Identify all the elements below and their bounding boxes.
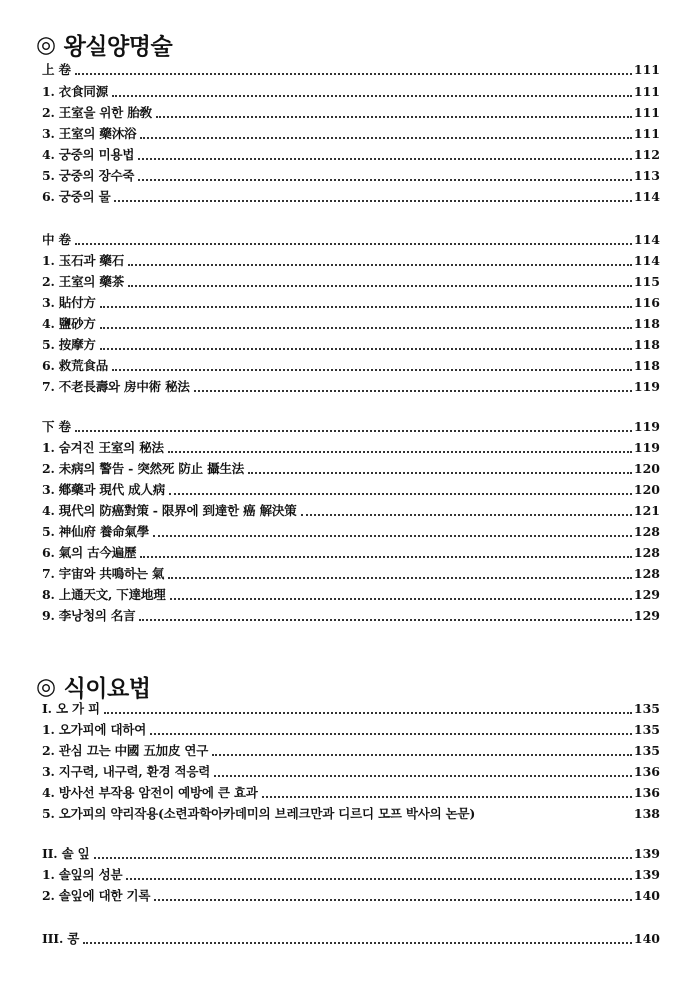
entry-title: 8. 上通天文, 下達地理 — [42, 587, 166, 602]
toc-entry[interactable] — [42, 143, 660, 163]
entry-page: 139 — [633, 846, 660, 861]
entry-page: 128 — [633, 566, 660, 581]
entry-title: 1. 오가피에 대하여 — [42, 722, 147, 737]
toc-entry[interactable] — [42, 375, 660, 395]
entry-title: II. 솔 잎 — [42, 846, 90, 861]
toc-entry[interactable] — [42, 562, 660, 582]
dot-leader — [112, 95, 632, 97]
dot-leader — [75, 243, 632, 245]
dot-leader — [214, 775, 632, 777]
entry-title: 3. 王室의 藥沐浴 — [42, 126, 137, 141]
entry-page: 120 — [633, 482, 660, 497]
toc-entry[interactable] — [42, 842, 660, 862]
dot-leader — [100, 306, 632, 308]
dot-leader — [170, 598, 632, 600]
toc-entry[interactable] — [42, 101, 660, 121]
entry-page: 135 — [633, 743, 660, 758]
entry-title: 下 卷 — [42, 419, 71, 434]
entry-title: 1. 숨겨진 王室의 秘法 — [42, 440, 164, 455]
dot-leader — [139, 619, 631, 621]
toc-entry[interactable] — [42, 291, 660, 311]
entry-page: 114 — [633, 253, 660, 268]
toc-entry[interactable] — [42, 478, 660, 498]
entry-page: 111 — [633, 84, 660, 99]
toc-entry[interactable] — [42, 604, 660, 624]
entry-page: 136 — [633, 785, 660, 800]
entry-title: 6. 氣의 古今遍歷 — [42, 545, 137, 560]
entry-page: 118 — [633, 358, 660, 373]
entry-page: 114 — [633, 189, 660, 204]
entry-title: 6. 궁중의 물 — [42, 189, 111, 204]
double-circle-icon: ◎ — [36, 31, 56, 58]
toc-entry[interactable] — [42, 80, 660, 100]
entry-title: 5. 神仙府 養命氣學 — [42, 524, 150, 539]
entry-title: 5. 按摩方 — [42, 337, 96, 352]
entry-page: 129 — [633, 608, 660, 623]
entry-page: 138 — [633, 806, 660, 821]
toc-entry[interactable] — [42, 499, 660, 519]
dot-leader — [104, 712, 632, 714]
entry-page: 120 — [633, 461, 660, 476]
entry-title: 3. 鄕藥과 現代 成人病 — [42, 482, 166, 497]
toc-entry[interactable] — [42, 58, 660, 78]
dot-leader — [168, 577, 632, 579]
section-title: 왕실양명술 — [63, 34, 173, 60]
entry-title: 4. 現代의 防癌對策 - 限界에 到達한 癌 解決策 — [42, 503, 297, 518]
section-title: 식이요법 — [63, 676, 151, 702]
entry-page: 116 — [633, 295, 660, 310]
entry-page: 118 — [633, 316, 660, 331]
dot-leader — [128, 264, 632, 266]
entry-page: 121 — [633, 503, 660, 518]
toc-entry[interactable] — [42, 164, 660, 184]
entry-page: 119 — [633, 419, 660, 434]
dot-leader — [212, 754, 632, 756]
entry-page: 113 — [633, 168, 660, 183]
entry-title: 6. 救荒食品 — [42, 358, 109, 373]
dot-leader — [75, 73, 632, 75]
toc-entry[interactable] — [42, 333, 660, 353]
entry-page: 118 — [633, 337, 660, 352]
toc-entry[interactable] — [42, 541, 660, 561]
toc-entry[interactable] — [42, 583, 660, 603]
entry-title: 2. 王室의 藥茶 — [42, 274, 125, 289]
entry-title: 4. 鹽砂方 — [42, 316, 96, 331]
entry-title: 4. 방사선 부작용 암전이 예방에 큰 효과 — [42, 785, 258, 800]
entry-title: 2. 솔잎에 대한 기록 — [42, 888, 151, 903]
entry-title: 7. 不老長壽와 房中術 秘法 — [42, 379, 190, 394]
toc-entry[interactable] — [42, 927, 660, 947]
dot-leader — [114, 200, 631, 202]
dot-leader — [168, 451, 632, 453]
dot-leader — [194, 390, 632, 392]
entry-title: 5. 궁중의 장수죽 — [42, 168, 135, 183]
toc-entry[interactable] — [42, 520, 660, 540]
entry-title: 4. 궁중의 미용법 — [42, 147, 135, 162]
toc-entry[interactable] — [42, 249, 660, 269]
dot-leader — [301, 514, 632, 516]
toc-entry[interactable] — [42, 760, 660, 780]
entry-page: 119 — [633, 440, 660, 455]
entry-page: 135 — [633, 722, 660, 737]
entry-title: 1. 衣食同源 — [42, 84, 109, 99]
toc-entry[interactable] — [42, 863, 660, 883]
entry-title: 2. 王室을 위한 胎敎 — [42, 105, 152, 120]
dot-leader — [112, 369, 632, 371]
dot-leader — [128, 285, 632, 287]
dot-leader — [75, 430, 632, 432]
entry-page: 111 — [633, 105, 660, 120]
dot-leader — [140, 556, 632, 558]
dot-leader — [94, 857, 632, 859]
toc-entry[interactable] — [42, 415, 660, 435]
entry-title: 1. 솔잎의 성분 — [42, 867, 123, 882]
entry-page: 115 — [633, 274, 660, 289]
dot-leader — [126, 878, 632, 880]
entry-title: I. 오 가 피 — [42, 701, 100, 716]
entry-title: 2. 未病의 警告 - 突然死 防止 攝生法 — [42, 461, 245, 476]
entry-title: 2. 관심 끄는 中國 五加皮 연구 — [42, 743, 209, 758]
entry-page: 136 — [633, 764, 660, 779]
dot-leader — [150, 733, 632, 735]
entry-page: 111 — [633, 126, 660, 141]
entry-title: 中 卷 — [42, 232, 71, 247]
entry-page: 114 — [633, 232, 660, 247]
dot-leader — [153, 535, 632, 537]
entry-title: III. 콩 — [42, 931, 80, 946]
entry-page: 119 — [633, 379, 660, 394]
toc-entry[interactable] — [42, 436, 660, 456]
toc-entry[interactable] — [42, 739, 660, 759]
dot-leader — [138, 179, 632, 181]
toc-entry[interactable] — [42, 228, 660, 248]
toc-entry[interactable] — [42, 457, 660, 477]
toc-entry[interactable] — [42, 354, 660, 374]
entry-page: 140 — [633, 931, 660, 946]
dot-leader — [100, 327, 632, 329]
dot-leader — [156, 116, 632, 118]
dot-leader — [140, 137, 632, 139]
toc-entry[interactable] — [42, 312, 660, 332]
dot-leader — [169, 493, 632, 495]
entry-title: 3. 지구력, 내구력, 환경 적응력 — [42, 764, 211, 779]
entry-title: 7. 宇宙와 共鳴하는 氣 — [42, 566, 165, 581]
entry-title: 3. 貼付方 — [42, 295, 96, 310]
entry-title: 1. 玉石과 藥石 — [42, 253, 125, 268]
toc-entry[interactable] — [42, 802, 660, 822]
dot-leader — [248, 472, 632, 474]
toc-entry[interactable] — [42, 781, 660, 801]
toc-entry[interactable] — [42, 884, 660, 904]
entry-title: 9. 李낭청의 名言 — [42, 608, 136, 623]
entry-page: 128 — [633, 545, 660, 560]
dot-leader — [100, 348, 632, 350]
toc-entry[interactable] — [42, 697, 660, 717]
entry-title: 5. 오가피의 약리작용(소련과학아카데미의 브레크만과 디르디 모프 박사의 논문) — [42, 806, 476, 821]
dot-leader — [262, 796, 632, 798]
toc-entry[interactable] — [42, 718, 660, 738]
dot-leader — [154, 899, 632, 901]
dot-leader — [138, 158, 632, 160]
toc-entry[interactable] — [42, 185, 660, 205]
entry-page: 128 — [633, 524, 660, 539]
toc-entry[interactable] — [42, 270, 660, 290]
entry-page: 112 — [633, 147, 660, 162]
entry-page: 111 — [633, 62, 660, 77]
section-heading-1 — [36, 28, 172, 61]
entry-page: 135 — [633, 701, 660, 716]
dot-leader — [83, 942, 632, 944]
entry-page: 129 — [633, 587, 660, 602]
entry-page: 140 — [633, 888, 660, 903]
entry-page: 139 — [633, 867, 660, 882]
entry-title: 上 卷 — [42, 62, 71, 77]
double-circle-icon: ◎ — [36, 673, 56, 700]
toc-entry[interactable] — [42, 122, 660, 142]
